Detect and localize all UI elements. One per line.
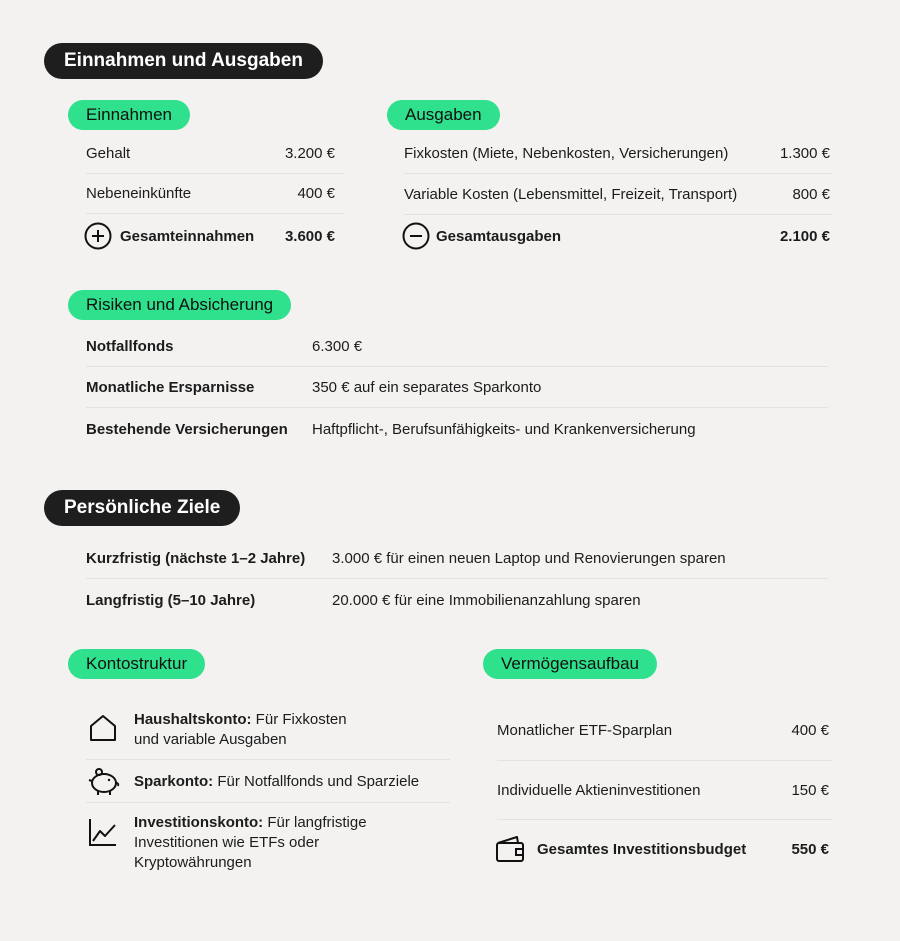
account-desc-line3: Kryptowährungen: [134, 854, 252, 871]
account-desc-line2: und variable Ausgaben: [134, 731, 287, 748]
account-desc: Für Notfallfonds und Sparziele: [213, 772, 420, 790]
expenses-row-variable: [404, 174, 832, 215]
risks-label: Risiken und Absicherung: [68, 290, 291, 320]
wealth-label: Vermögensaufbau: [483, 649, 657, 679]
chart-line-icon: [86, 813, 134, 847]
house-icon: [86, 710, 134, 743]
income-row-label: Nebeneinkünfte: [86, 185, 192, 202]
wealth-row-etf: [497, 701, 832, 761]
goal-row-long-term: [86, 579, 828, 621]
wealth-row-label: Monatlicher ETF-Sparplan: [497, 722, 673, 739]
income-total-row: [84, 215, 344, 257]
goal-row-value: 20.000 € für eine Immobilienanzahlung sparen: [332, 591, 641, 609]
account-desc: Für Fixkosten: [251, 711, 347, 728]
income-row-label: Gehalt: [86, 145, 131, 162]
risk-row-value: Haftpflicht-, Berufsunfähigkeits- und Krankenversicherung: [312, 420, 696, 438]
wealth-row-label: Individuelle Aktieninvestitionen: [497, 781, 701, 799]
risk-row-savings: [86, 367, 828, 408]
wealth-total-row: [495, 820, 832, 878]
section-title-goals: Persönliche Ziele: [44, 490, 240, 526]
risk-row-key: Monatliche Ersparnisse: [86, 378, 255, 396]
income-total-value: 3.600 €: [284, 227, 335, 245]
income-row-value: 400 €: [297, 185, 335, 202]
expenses-row-label: Variable Kosten (Lebensmittel, Freizeit, Transport): [404, 185, 738, 203]
risk-row-key: Bestehende Versicherungen: [86, 420, 288, 438]
income-row-salary: [86, 134, 344, 174]
account-desc-line2: Investitionen wie ETFs oder: [134, 834, 320, 851]
risk-row-key: Notfallfonds: [86, 338, 174, 355]
wealth-row-value: 150 €: [791, 781, 829, 799]
expenses-label: Ausgaben: [387, 100, 500, 130]
expenses-row-label: Fixkosten (Miete, Nebenkosten, Versicherungen): [404, 145, 729, 162]
expenses-total-value: 2.100 €: [779, 227, 830, 245]
income-label: Einnahmen: [68, 100, 190, 130]
risk-row-insurance: [86, 408, 828, 450]
goal-row-key: Langfristig (5–10 Jahre): [86, 591, 256, 609]
expenses-row-value: 800 €: [792, 185, 830, 203]
minus-circle-icon: [402, 222, 430, 250]
wealth-total-label: Gesamtes Investitionsbudget: [537, 840, 747, 858]
account-desc: Für langfristige: [263, 814, 367, 831]
expenses-row-fixed: [404, 134, 832, 174]
account-name: Sparkonto:: [134, 772, 214, 790]
goal-row-short-term: [86, 538, 828, 579]
section-title-income-expenses: Einnahmen und Ausgaben: [44, 43, 323, 79]
wallet-icon: [495, 835, 525, 863]
goal-row-key: Kurzfristig (nächste 1–2 Jahre): [86, 549, 306, 567]
wealth-row-value: 400 €: [791, 722, 829, 739]
account-name: Haushaltskonto:: [134, 711, 252, 728]
risk-row-value: 6.300 €: [312, 338, 363, 355]
account-investment: [86, 813, 450, 879]
income-row-side-income: [86, 174, 344, 214]
piggy-bank-icon: [86, 767, 134, 797]
plus-circle-icon: [84, 222, 112, 250]
income-row-value: 3.200 €: [284, 145, 335, 162]
expenses-total-row: [402, 215, 832, 257]
wealth-row-stocks: [497, 761, 832, 820]
wealth-total-value: 550 €: [791, 840, 829, 858]
risk-row-emergency-fund: [86, 327, 828, 367]
expenses-total-label: Gesamtausgaben: [436, 227, 562, 245]
account-savings: [86, 761, 450, 803]
income-total-label: Gesamteinnahmen: [120, 227, 255, 245]
risk-row-value: 350 € auf ein separates Sparkonto: [312, 378, 542, 396]
accounts-label: Kontostruktur: [68, 649, 205, 679]
expenses-row-value: 1.300 €: [779, 145, 830, 162]
account-household: [86, 710, 450, 760]
account-name: Investitionskonto:: [134, 814, 264, 831]
goal-row-value: 3.000 € für einen neuen Laptop und Renovierungen sparen: [332, 549, 726, 567]
